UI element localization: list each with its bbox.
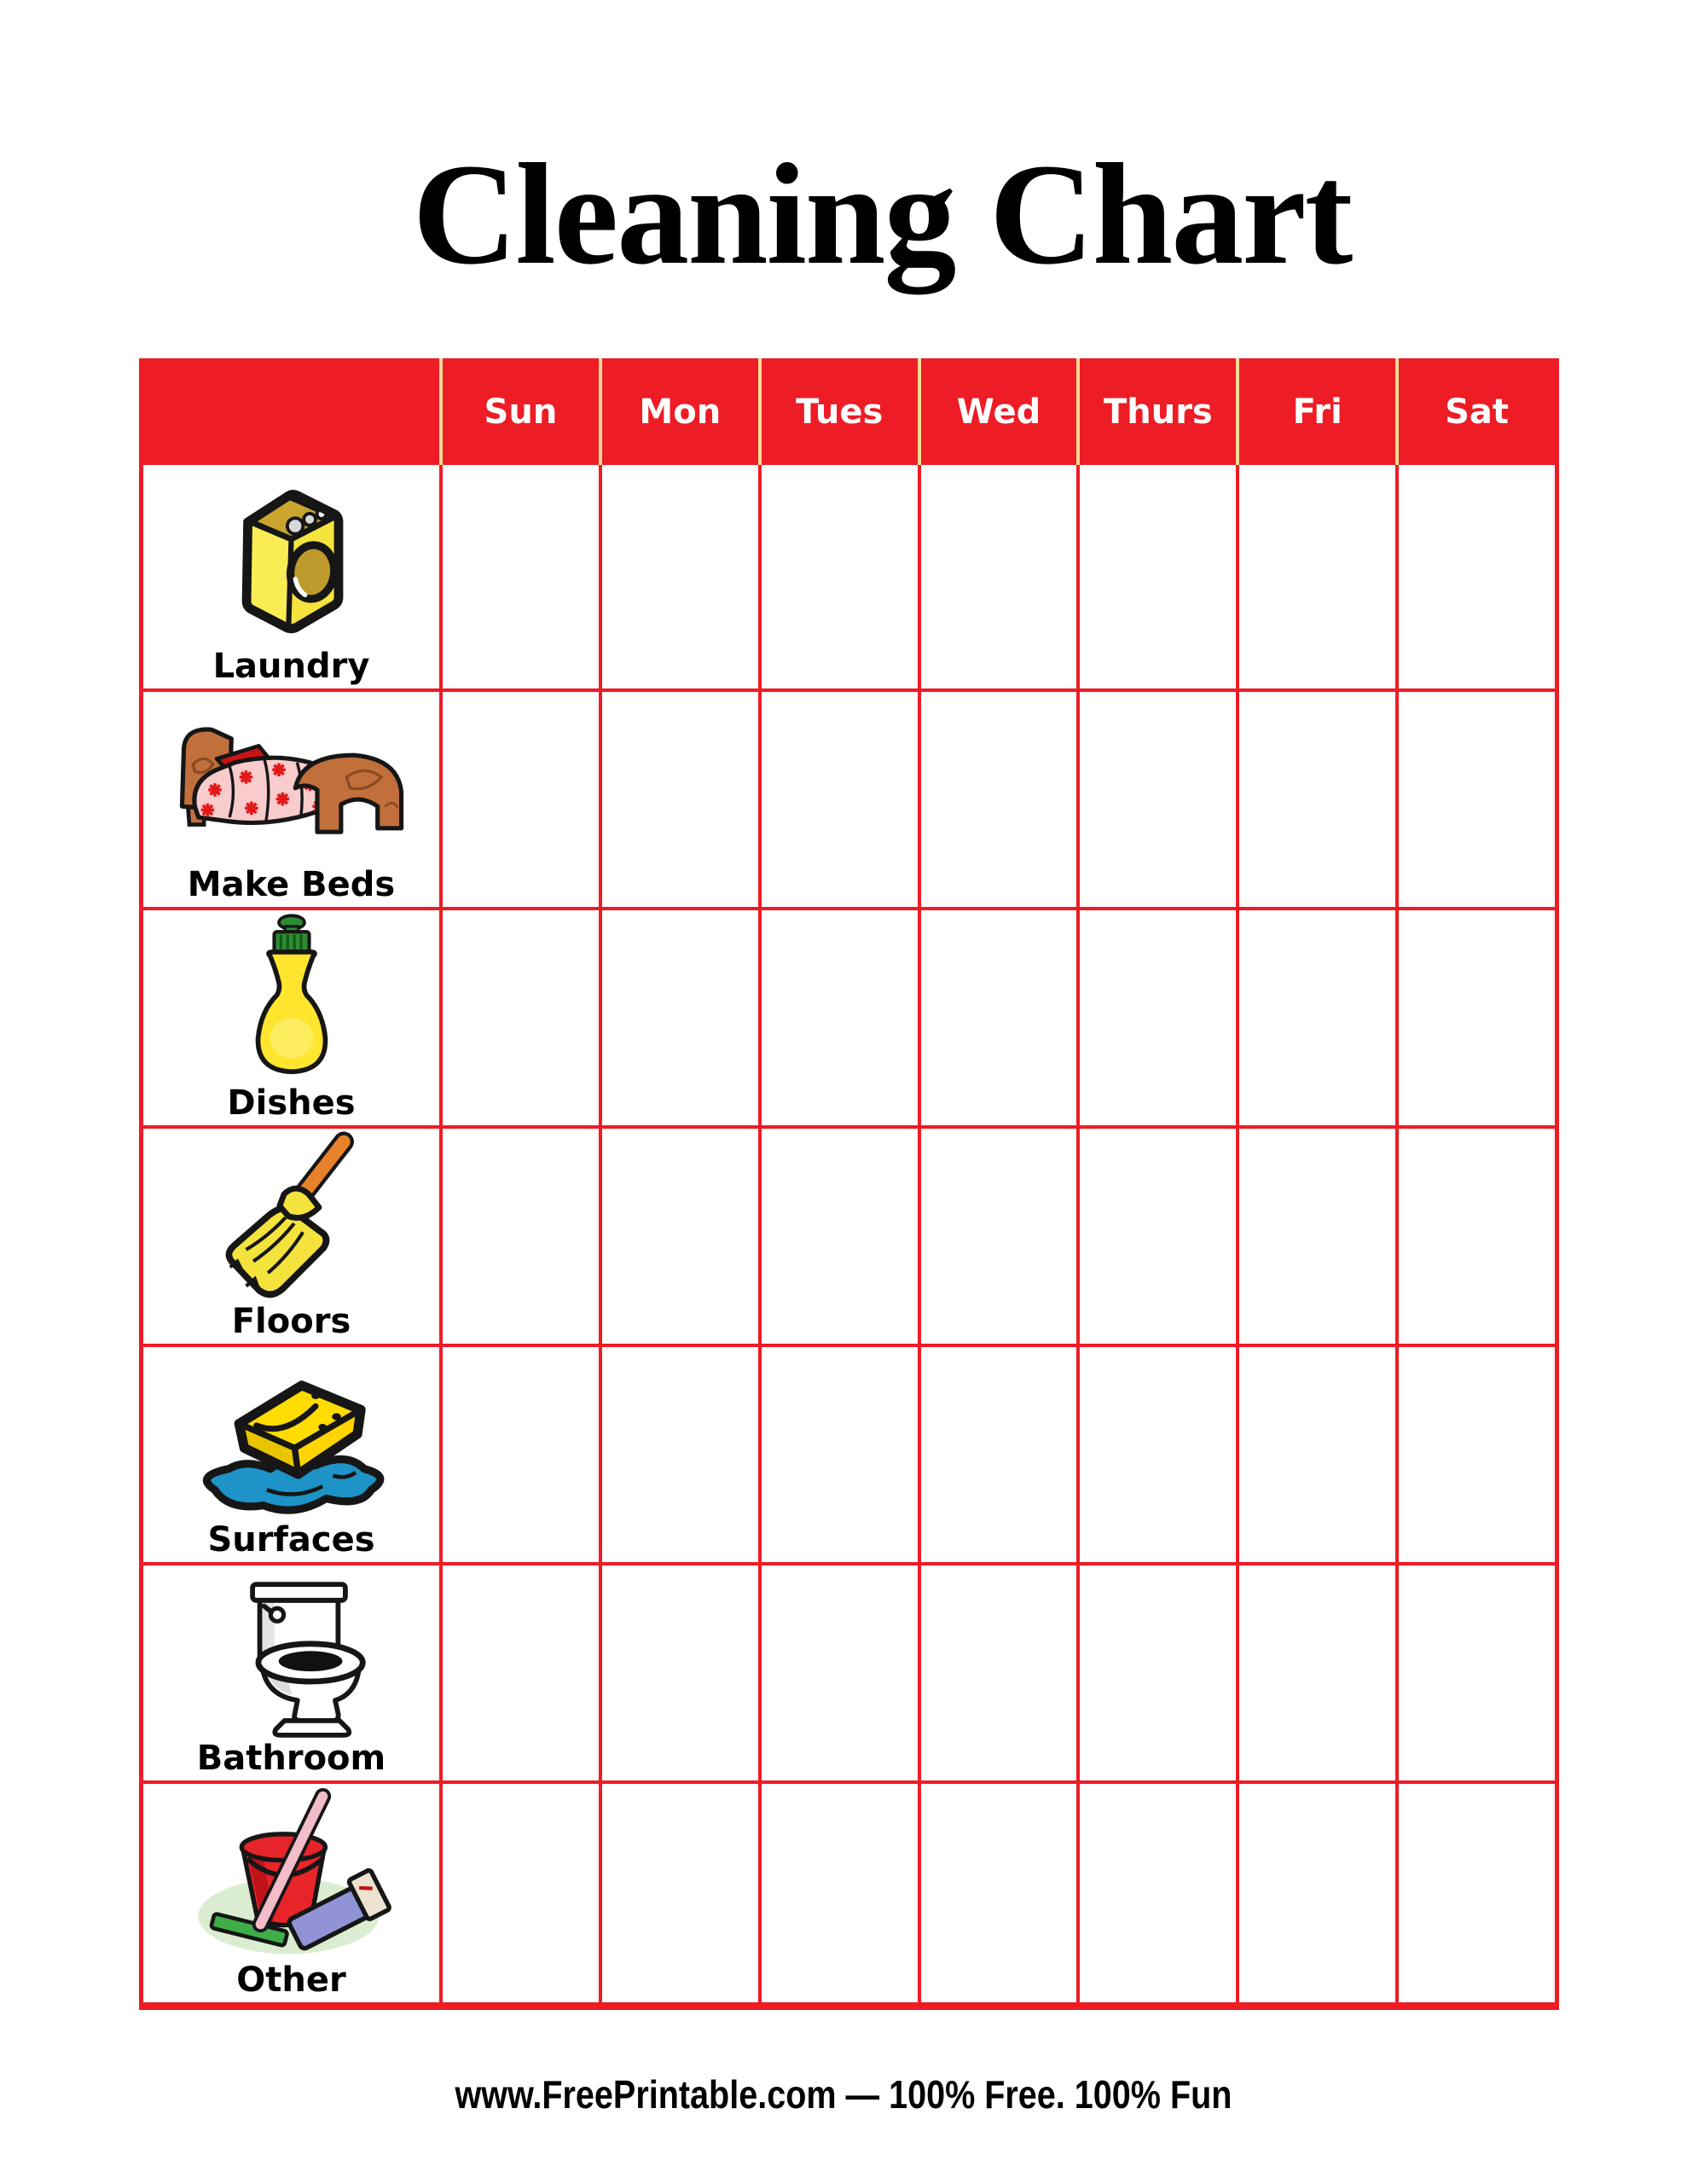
chart-cell-laundry-sun <box>439 465 599 688</box>
table-body <box>143 465 1555 2002</box>
chart-cell-other-thurs <box>1076 1784 1236 2002</box>
chart-cell-dishes-fri <box>1236 910 1395 1125</box>
chart-cell-floors-thurs <box>1076 1129 1236 1344</box>
chart-cell-floors-wed <box>918 1129 1077 1344</box>
day-header-sun: Sun <box>439 358 599 465</box>
bed-icon <box>164 692 420 866</box>
chart-cell-dishes-mon <box>599 910 758 1125</box>
task-label-cell <box>143 910 439 1125</box>
chart-cell-floors-sat <box>1395 1129 1555 1344</box>
chart-cell-surfaces-wed <box>918 1347 1077 1562</box>
chart-cell-bathroom-fri <box>1236 1565 1395 1780</box>
table-row-other <box>143 1784 1555 2002</box>
task-label: Bathroom <box>196 1739 386 1779</box>
task-label-cell <box>143 1129 439 1344</box>
chart-cell-laundry-mon <box>599 465 758 688</box>
table-row-bathroom <box>143 1565 1555 1784</box>
chart-cell-surfaces-thurs <box>1076 1347 1236 1562</box>
chart-cell-make-beds-mon <box>599 692 758 907</box>
table-row-surfaces <box>143 1347 1555 1565</box>
dish-soap-icon <box>231 910 352 1084</box>
task-label: Make Beds <box>187 865 396 905</box>
chart-cell-other-tues <box>758 1784 918 2002</box>
table-row-dishes <box>143 910 1555 1129</box>
task-label-cell <box>143 1565 439 1780</box>
footer-text: www.FreePrintable.com — 100% Free. 100% Fun <box>455 2072 1232 2117</box>
task-label: Other <box>236 1960 346 2001</box>
chart-cell-bathroom-sat <box>1395 1565 1555 1780</box>
chart-cell-other-sun <box>439 1784 599 2002</box>
chart-cell-laundry-thurs <box>1076 465 1236 688</box>
chart-cell-other-sat <box>1395 1784 1555 2002</box>
chart-cell-bathroom-tues <box>758 1565 918 1780</box>
chart-cell-laundry-sat <box>1395 465 1555 688</box>
cleaning-chart-table <box>139 358 1559 2010</box>
chart-cell-laundry-fri <box>1236 465 1395 688</box>
task-label-cell <box>143 1347 439 1562</box>
task-label-cell <box>143 465 439 688</box>
chart-cell-dishes-sun <box>439 910 599 1125</box>
corner-header-cell <box>143 358 439 465</box>
table-row-make-beds <box>143 692 1555 910</box>
day-header-wed: Wed <box>918 358 1077 465</box>
chart-cell-make-beds-tues <box>758 692 918 907</box>
task-label: Laundry <box>212 647 370 687</box>
chart-cell-bathroom-mon <box>599 1565 758 1780</box>
chart-cell-surfaces-sat <box>1395 1347 1555 1562</box>
chart-cell-floors-tues <box>758 1129 918 1344</box>
table-row-floors <box>143 1129 1555 1347</box>
chart-cell-surfaces-tues <box>758 1347 918 1562</box>
task-label: Surfaces <box>207 1520 375 1560</box>
chart-cell-make-beds-sat <box>1395 692 1555 907</box>
chart-cell-dishes-sat <box>1395 910 1555 1125</box>
chart-cell-make-beds-wed <box>918 692 1077 907</box>
chart-cell-surfaces-fri <box>1236 1347 1395 1562</box>
chart-cell-floors-mon <box>599 1129 758 1344</box>
chart-cell-bathroom-wed <box>918 1565 1077 1780</box>
chart-cell-other-wed <box>918 1784 1077 2002</box>
chart-cell-other-mon <box>599 1784 758 2002</box>
task-label: Dishes <box>227 1083 356 1124</box>
toilet-icon <box>205 1565 379 1740</box>
task-label-cell <box>143 1784 439 2002</box>
day-header-fri: Fri <box>1236 358 1395 465</box>
chart-cell-make-beds-thurs <box>1076 692 1236 907</box>
day-header-tues: Tues <box>758 358 918 465</box>
chart-cell-make-beds-sun <box>439 692 599 907</box>
washing-machine-icon <box>212 465 370 648</box>
task-label: Floors <box>231 1302 351 1342</box>
chart-cell-dishes-wed <box>918 910 1077 1125</box>
broom-icon <box>204 1129 379 1303</box>
chart-cell-surfaces-mon <box>599 1347 758 1562</box>
cleaning-supplies-icon <box>185 1784 398 1961</box>
page-title: Cleaning Chart <box>412 134 1352 294</box>
chart-cell-other-fri <box>1236 1784 1395 2002</box>
table-row-laundry <box>143 465 1555 692</box>
chart-cell-laundry-tues <box>758 465 918 688</box>
chart-cell-floors-sun <box>439 1129 599 1344</box>
day-header-mon: Mon <box>599 358 758 465</box>
chart-cell-dishes-thurs <box>1076 910 1236 1125</box>
chart-cell-bathroom-sun <box>439 1565 599 1780</box>
chart-cell-laundry-wed <box>918 465 1077 688</box>
header-row <box>143 358 1555 465</box>
chart-cell-surfaces-sun <box>439 1347 599 1562</box>
day-header-sat: Sat <box>1395 358 1555 465</box>
chart-cell-bathroom-thurs <box>1076 1565 1236 1780</box>
chart-cell-dishes-tues <box>758 910 918 1125</box>
chart-cell-floors-fri <box>1236 1129 1395 1344</box>
sponge-icon <box>187 1347 396 1521</box>
day-header-thurs: Thurs <box>1076 358 1236 465</box>
chart-cell-make-beds-fri <box>1236 692 1395 907</box>
task-label-cell <box>143 692 439 907</box>
